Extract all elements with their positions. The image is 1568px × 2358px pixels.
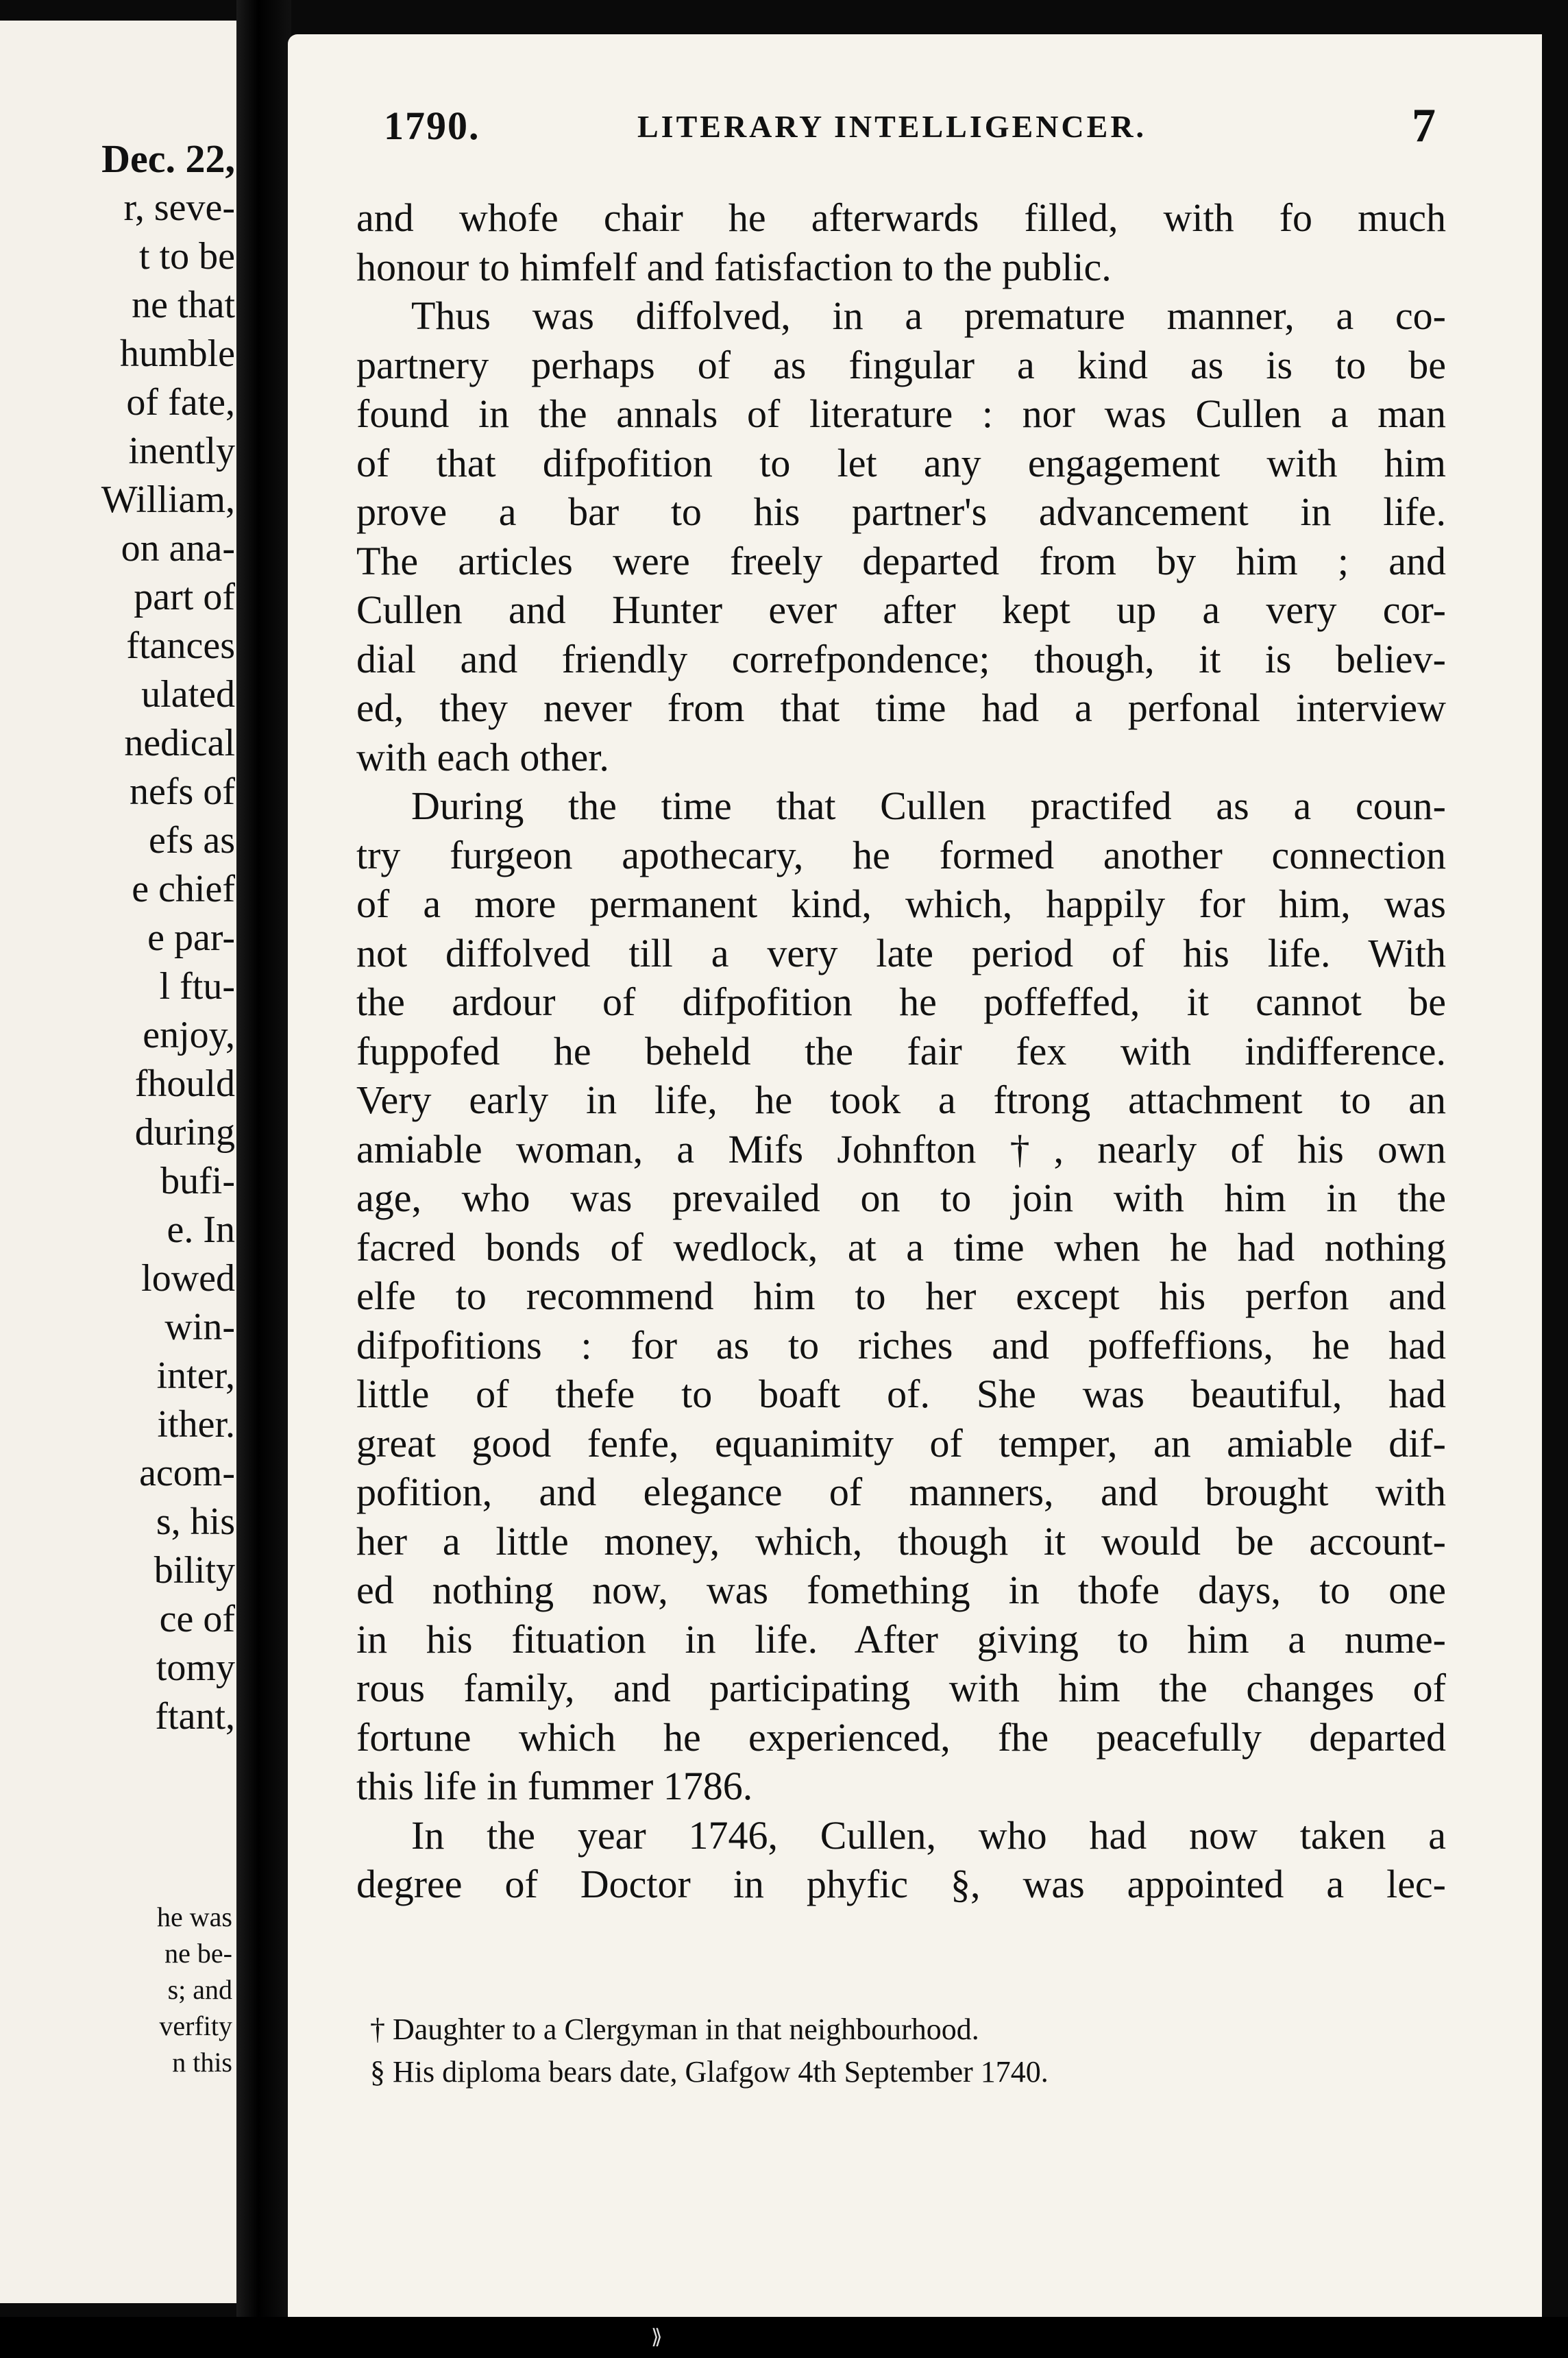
facing-line: win- xyxy=(164,1306,235,1348)
body-line: and whofe chair he afterwards filled, with fo much xyxy=(356,195,1446,240)
facing-line: l ftu- xyxy=(159,965,235,1008)
body-line: fortune which he experienced, fhe peacefully departed xyxy=(356,1714,1446,1760)
body-line: found in the annals of literature : nor was Cullen a man xyxy=(356,391,1446,436)
facing-line: ne that xyxy=(132,284,235,326)
body-line: fuppofed he beheld the fair fex with indifference. xyxy=(356,1028,1446,1073)
facing-line: e. In xyxy=(167,1208,235,1251)
book-gutter xyxy=(236,0,291,2358)
running-head xyxy=(288,99,1542,158)
body-line: ed nothing now, was fomething in thofe days, to one xyxy=(356,1568,1446,1612)
body-line: prove a bar to his partner's advancement in life. xyxy=(356,489,1446,534)
facing-note-line: verfity xyxy=(159,2010,232,2041)
scan-bottom-edge xyxy=(0,2317,1568,2358)
body-line: little of thefe to boaft of. She was beautiful, had xyxy=(356,1372,1446,1416)
body-line: In the year 1746, Cullen, who had now taken a xyxy=(411,1812,1446,1858)
facing-note-line: n this xyxy=(172,2047,232,2078)
facing-line: fhould xyxy=(134,1062,235,1105)
body-line: age, who was prevailed on to join with him in the xyxy=(356,1176,1446,1220)
facing-line: enjoy, xyxy=(143,1014,235,1056)
body-line: degree of Doctor in phyfic §, was appointed a lec- xyxy=(356,1862,1446,1906)
facing-line: ither. xyxy=(157,1403,235,1446)
footnotes xyxy=(370,2008,1439,2093)
facing-line: lowed xyxy=(141,1257,235,1300)
body-line: Very early in life, he took a ftrong attachment to an xyxy=(356,1078,1446,1122)
facing-line: efs as xyxy=(149,819,235,862)
header-year: 1790. xyxy=(384,104,480,148)
body-line: of that difpofition to let any engagement with him xyxy=(356,440,1446,485)
facing-page-footnotes xyxy=(0,1899,236,2080)
body-line: pofition, and elegance of manners, and brought with xyxy=(356,1470,1446,1514)
facing-line: on ana- xyxy=(121,527,235,570)
facing-line: nedical xyxy=(124,722,235,764)
facing-line: e chief xyxy=(132,868,235,910)
body-line: in his fituation in life. After giving to him a nume- xyxy=(356,1616,1446,1662)
body-line: dial and friendly correfpondence; though, it is believ- xyxy=(356,636,1446,681)
facing-page-head: Dec. 22, xyxy=(101,136,235,181)
body-line: the ardour of difpofition he poffeffed, it cannot be xyxy=(356,980,1446,1024)
body-line: with each other. xyxy=(356,734,609,779)
facing-line: ftances xyxy=(126,624,235,667)
facing-line: bufi- xyxy=(160,1160,235,1202)
facing-line: inently xyxy=(128,430,235,472)
body-line: amiable woman, a Mifs Johnfton †, nearly of his own xyxy=(356,1126,1446,1171)
body-line: The articles were freely departed from by him ; and xyxy=(356,538,1446,583)
facing-line: inter, xyxy=(156,1354,235,1397)
body-line: During the time that Cullen practifed as a coun- xyxy=(411,783,1446,828)
body-line: honour to himfelf and fatisfaction to the public. xyxy=(356,244,1112,289)
facing-line: s, his xyxy=(156,1500,235,1543)
body-line: this life in fummer 1786. xyxy=(356,1764,753,1808)
facing-line: r, seve- xyxy=(123,186,235,229)
body-line: her a little money, which, though it would be account- xyxy=(356,1518,1446,1564)
facing-line: bility xyxy=(154,1549,235,1592)
facing-line: e par- xyxy=(147,916,235,959)
page-number: 7 xyxy=(1412,99,1436,152)
facing-line: nefs of xyxy=(130,770,235,813)
body-line: rous family, and participating with him the changes of xyxy=(356,1666,1446,1710)
footnote: § His diploma bears date, Glafgow 4th September 1740. xyxy=(370,2055,1049,2089)
body-line: Thus was diffolved, in a premature manner, a co- xyxy=(411,293,1446,338)
body-line: partnery perhaps of as fingular a kind as is to be xyxy=(356,342,1446,387)
body-line: facred bonds of wedlock, at a time when he had nothing xyxy=(356,1224,1446,1269)
body-line: not diffolved till a very late period of his life. With xyxy=(356,930,1446,975)
body-text xyxy=(356,193,1446,1909)
facing-line: acom- xyxy=(139,1452,235,1494)
body-line: try furgeon apothecary, he formed another connection xyxy=(356,832,1446,877)
body-line: elfe to recommend him to her except his perfon and xyxy=(356,1274,1446,1318)
body-line: ed, they never from that time had a perfonal interview xyxy=(356,685,1446,730)
facing-line: ulated xyxy=(141,673,235,716)
facing-page-text xyxy=(0,136,236,1741)
body-line: difpofitions : for as to riches and poffeffions, he had xyxy=(356,1322,1446,1368)
facing-line: during xyxy=(134,1111,235,1154)
body-line: of a more permanent kind, which, happily for him, was xyxy=(356,882,1446,926)
facing-line: tomy xyxy=(156,1646,235,1689)
facing-note-line: he was xyxy=(157,1901,232,1932)
facing-note-line: ne be- xyxy=(164,1938,232,1969)
body-line: great good fenfe, equanimity of temper, an amiable dif- xyxy=(356,1420,1446,1466)
footnote: † Daughter to a Clergyman in that neighbourhood. xyxy=(370,2013,979,2046)
main-page xyxy=(288,34,1542,2358)
header-title: LITERARY INTELLIGENCER. xyxy=(637,109,1147,144)
facing-line: part of xyxy=(134,576,235,618)
facing-line: humble xyxy=(120,332,235,375)
body-line: Cullen and Hunter ever after kept up a very cor- xyxy=(356,587,1446,632)
facing-line: William, xyxy=(101,478,235,521)
facing-line: of fate, xyxy=(126,381,235,424)
facing-line: t to be xyxy=(139,235,235,278)
facing-page-left xyxy=(0,21,236,2303)
facing-note-line: s; and xyxy=(167,1974,232,2005)
facing-line: ce of xyxy=(159,1598,235,1640)
binding-mark: ⟫ xyxy=(651,2325,663,2349)
facing-line: ftant, xyxy=(155,1695,235,1738)
